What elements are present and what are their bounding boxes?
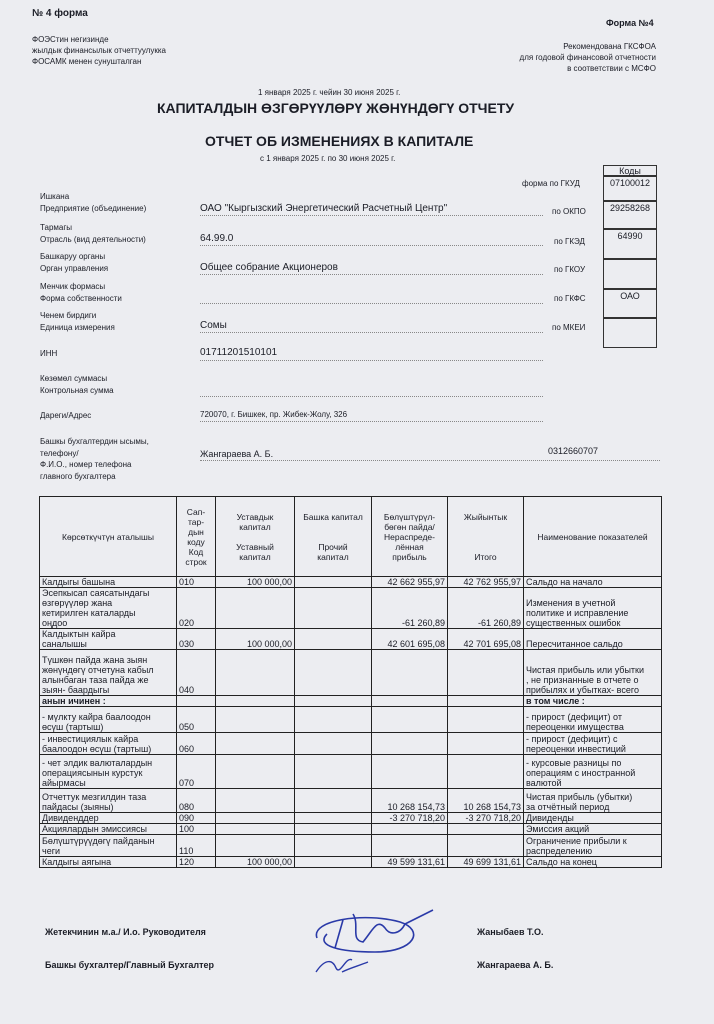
col-other-capital: Башка капитал Прочий капитал — [295, 497, 372, 577]
cell-total: -3 270 718,20 — [448, 813, 524, 824]
cell-authorized — [216, 733, 295, 755]
cell-retained: 10 268 154,73 — [372, 789, 448, 813]
codes-header: Коды — [603, 165, 657, 176]
underline — [200, 215, 543, 216]
accountant-value: Жангараева А. Б. — [200, 449, 274, 459]
cell-retained — [372, 650, 448, 696]
code-okpo: 29258268 — [603, 201, 657, 229]
cell-authorized: 100 000,00 — [216, 577, 295, 588]
table-row — [40, 835, 662, 857]
inn-label: ИНН — [40, 349, 58, 358]
cell-indicator-kg: Калдыгы аягына — [40, 857, 177, 868]
branch-label: Тармагы Отрасль (вид деятельности) — [40, 223, 146, 244]
cell-indicator-kg: Акциялардын эмиссиясы — [40, 824, 177, 835]
cell-indicator-kg: Отчеттук мезгилдин таза пайдасы (зыяны) — [40, 789, 177, 813]
cell-indicator-kg: Дивиденддер — [40, 813, 177, 824]
cell-retained — [372, 835, 448, 857]
cell-indicator-kg: Бөлүштүрүүдөгү пайданын чеги — [40, 835, 177, 857]
cell-total — [448, 707, 524, 733]
authority-label: Башкаруу органы Орган управления — [40, 252, 109, 273]
gkou-label: по ГКОУ — [554, 265, 586, 274]
cell-retained — [372, 733, 448, 755]
cell-total: 42 762 955,97 — [448, 577, 524, 588]
control-sum-label: Көзөмөл суммасы Контрольная сумма — [40, 374, 114, 395]
address-value: 720070, г. Бишкек, пр. Жибек-Жолу, 326 — [200, 410, 348, 419]
table-row — [40, 696, 662, 707]
table-row — [40, 755, 662, 789]
cell-indicator-kg: Калдыктын кайра саналышы — [40, 629, 177, 650]
cell-other — [295, 789, 372, 813]
cell-authorized — [216, 835, 295, 857]
code-gkud: 07100012 — [603, 176, 657, 201]
cell-other — [295, 588, 372, 629]
form-number-right: Форма №4 — [606, 18, 654, 28]
cell-indicator-kg: анын ичинен : — [40, 696, 177, 707]
accountant-phone: 0312660707 — [548, 446, 599, 456]
cell-indicator-kg: Түшкөн пайда жана зыян жөнүндөгү отчетуна кабыл алынбаган таза пайда же зыян- баардыгы — [40, 650, 177, 696]
cell-other — [295, 824, 372, 835]
cell-total: 10 268 154,73 — [448, 789, 524, 813]
underline — [200, 332, 543, 333]
col-total: Жыйынтык Итого — [448, 497, 524, 577]
okpo-label: по ОКПО — [552, 207, 586, 216]
cell-retained — [372, 824, 448, 835]
cell-retained: 42 601 695,08 — [372, 629, 448, 650]
cell-indicator-ru: Сальдо на конец — [524, 857, 662, 868]
period-kg: 1 января 2025 г. чейин 30 июня 2025 г. — [258, 88, 401, 97]
cell-authorized: 100 000,00 — [216, 857, 295, 868]
table-row — [40, 650, 662, 696]
title-ru: ОТЧЕТ ОБ ИЗМЕНЕНИЯХ В КАПИТАЛЕ — [205, 133, 474, 149]
cell-authorized — [216, 789, 295, 813]
col-indicator-ru: Наименование показателей — [524, 497, 662, 577]
cell-indicator-kg: - мүлкту кайра баалоодон өсүш (тартыш) — [40, 707, 177, 733]
cell-other — [295, 733, 372, 755]
enterprise-value: ОАО "Кыргызский Энергетический Расчетный Центр" — [200, 203, 448, 214]
underline — [200, 421, 543, 422]
cell-indicator-ru: Чистая прибыль (убытки) за отчётный период — [524, 789, 662, 813]
accountant-label: Башкы бухгалтердин ысымы, телефону/ Ф.И.О., номер телефона главного бухгалтера — [40, 437, 149, 481]
cell-other — [295, 650, 372, 696]
cell-total — [448, 835, 524, 857]
basis-right: Рекомендована ГКСФОА для годовой финансовой отчетности в соответствии с МСФО — [519, 42, 656, 73]
cell-retained — [372, 755, 448, 789]
cell-retained: 42 662 955,97 — [372, 577, 448, 588]
table-row — [40, 577, 662, 588]
cell-other — [295, 835, 372, 857]
gkfs-label: по ГКФС — [554, 294, 586, 303]
cell-authorized — [216, 588, 295, 629]
cell-code: 070 — [177, 755, 216, 789]
cell-indicator-ru: Дивиденды — [524, 813, 662, 824]
cell-authorized — [216, 824, 295, 835]
head-name: Жаныбаев Т.О. — [477, 927, 544, 937]
cell-authorized — [216, 707, 295, 733]
cell-other — [295, 629, 372, 650]
cell-indicator-kg: - чет элдик валюталардын операциясынын курстук айырмасы — [40, 755, 177, 789]
cell-other — [295, 696, 372, 707]
gked-label: по ГКЭД — [554, 237, 585, 246]
code-gked: 64990 — [603, 229, 657, 259]
cell-retained — [372, 707, 448, 733]
cell-total: 42 701 695,08 — [448, 629, 524, 650]
unit-label: Ченем бирдиги Единица измерения — [40, 311, 115, 332]
branch-value: 64.99.0 — [200, 233, 234, 244]
table-row — [40, 588, 662, 629]
cell-indicator-ru: Изменения в учетной политике и исправление существенных ошибок — [524, 588, 662, 629]
cell-other — [295, 857, 372, 868]
cell-code: 100 — [177, 824, 216, 835]
cell-indicator-ru: Эмиссия акций — [524, 824, 662, 835]
cell-indicator-ru: в том числе : — [524, 696, 662, 707]
cell-indicator-ru: - прирост (дефицит) от переоценки имущества — [524, 707, 662, 733]
cell-code: 030 — [177, 629, 216, 650]
cell-authorized — [216, 696, 295, 707]
accountant-sign-label: Башкы бухгалтер/Главный Бухгалтер — [45, 960, 215, 970]
cell-code: 080 — [177, 789, 216, 813]
cell-total — [448, 755, 524, 789]
cell-total — [448, 733, 524, 755]
cell-code: 020 — [177, 588, 216, 629]
table-row — [40, 813, 662, 824]
underline — [200, 360, 543, 361]
accountant-signature — [312, 950, 372, 980]
cell-other — [295, 707, 372, 733]
col-retained-earnings: Бөлүштүрүл- бөгөн пайда/ Нераспреде- лённая прибыль — [372, 497, 448, 577]
table-row — [40, 824, 662, 835]
mkei-label: по МКЕИ — [552, 323, 586, 332]
cell-retained: -3 270 718,20 — [372, 813, 448, 824]
cell-code: 050 — [177, 707, 216, 733]
ownership-label: Менчик формасы Форма собственности — [40, 282, 122, 303]
head-label: Жетекчинин м.а./ И.о. Руководителя — [45, 927, 206, 937]
table-row — [40, 733, 662, 755]
underline — [200, 245, 543, 246]
cell-code: 010 — [177, 577, 216, 588]
underline — [200, 460, 660, 461]
cell-code: 060 — [177, 733, 216, 755]
cell-other — [295, 813, 372, 824]
capital-changes-table — [39, 496, 662, 868]
cell-indicator-ru: - курсовые разницы по операциям с иностранной валютой — [524, 755, 662, 789]
title-kg: КАПИТАЛДЫН ӨЗГӨРҮҮЛӨРҮ ЖӨНҮНДӨГҮ ОТЧЕТУ — [157, 100, 515, 116]
cell-code: 110 — [177, 835, 216, 857]
underline — [200, 396, 543, 397]
col-code: Сап- тар- дын коду Код строк — [177, 497, 216, 577]
cell-other — [295, 577, 372, 588]
code-gkfs: ОАО — [603, 289, 657, 318]
cell-authorized: 100 000,00 — [216, 629, 295, 650]
cell-indicator-kg: Эсепкысап саясатындагы өзгөрүүлөр жана кетирилген каталарды оңдоо — [40, 588, 177, 629]
cell-indicator-ru: Сальдо на начало — [524, 577, 662, 588]
cell-retained: 49 599 131,61 — [372, 857, 448, 868]
address-label: Дареги/Адрес — [40, 411, 92, 420]
enterprise-label: Ишкана Предприятие (объединение) — [40, 192, 147, 213]
col-authorized-capital: Уставдык капитал Уставный капитал — [216, 497, 295, 577]
authority-value: Общее собрание Акционеров — [200, 262, 338, 273]
cell-total: 49 699 131,61 — [448, 857, 524, 868]
table-row — [40, 789, 662, 813]
cell-indicator-ru: - прирост (дефицит) с переоценки инвестиций — [524, 733, 662, 755]
gkud-label: форма по ГКУД — [522, 179, 580, 188]
period-ru: с 1 января 2025 г. по 30 июня 2025 г. — [260, 154, 396, 163]
cell-indicator-ru: Чистая прибыль или убытки , не признанные в отчете о прибылях и убытках- всего — [524, 650, 662, 696]
table-row — [40, 707, 662, 733]
cell-indicator-kg: Калдыгы башына — [40, 577, 177, 588]
cell-total: -61 260,89 — [448, 588, 524, 629]
unit-value: Сомы — [200, 320, 227, 331]
code-gkou — [603, 259, 657, 289]
cell-code: 090 — [177, 813, 216, 824]
cell-indicator-kg: - инвестициялык кайра баалоодон өсүш (тартыш) — [40, 733, 177, 755]
code-mkei — [603, 318, 657, 348]
cell-other — [295, 755, 372, 789]
cell-total — [448, 696, 524, 707]
table-row — [40, 857, 662, 868]
accountant-sign-name: Жангараева А. Б. — [477, 960, 554, 970]
cell-authorized — [216, 650, 295, 696]
cell-code: 120 — [177, 857, 216, 868]
cell-authorized — [216, 813, 295, 824]
cell-authorized — [216, 755, 295, 789]
cell-retained — [372, 696, 448, 707]
inn-value: 01711201510101 — [200, 347, 278, 358]
underline — [200, 274, 543, 275]
cell-indicator-ru: Ограничение прибыли к распределению — [524, 835, 662, 857]
cell-total — [448, 824, 524, 835]
cell-retained: -61 260,89 — [372, 588, 448, 629]
cell-total — [448, 650, 524, 696]
cell-code — [177, 696, 216, 707]
cell-code: 040 — [177, 650, 216, 696]
col-indicator-kg: Көрсөткүчтүн аталышы — [40, 497, 177, 577]
underline — [200, 303, 543, 304]
basis-left: ФОЭСтин негизинде жылдык финансылык отчеттуулукка ФОСАМК менен сунушталган — [32, 35, 166, 66]
cell-indicator-ru: Пересчитанное сальдо — [524, 629, 662, 650]
form-number-left: № 4 форма — [32, 8, 88, 19]
table-header-row — [40, 497, 662, 577]
table-row — [40, 629, 662, 650]
